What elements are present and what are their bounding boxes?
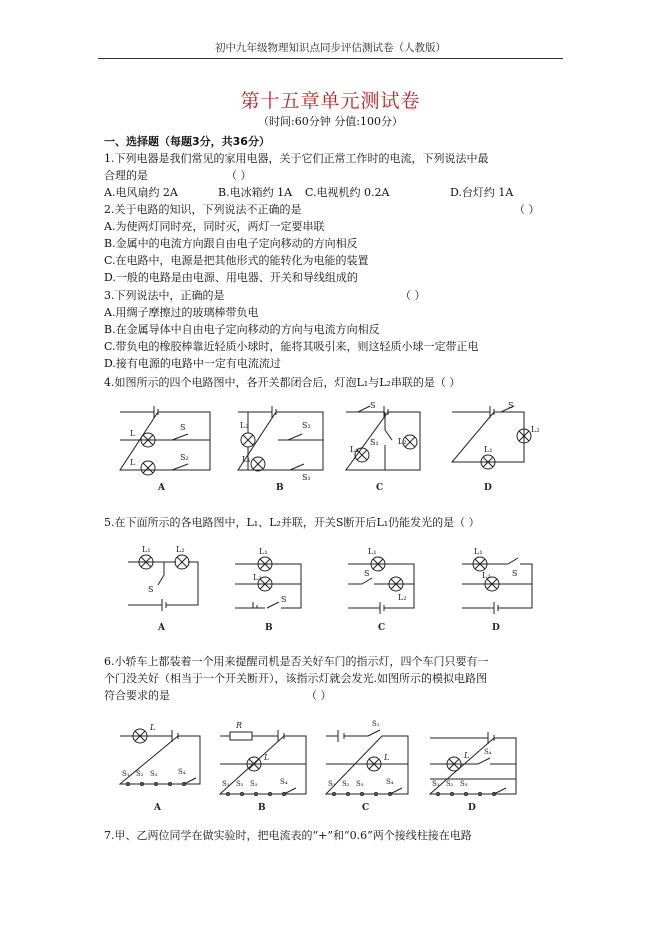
switch-label: S₃: [460, 780, 468, 788]
figure-label-b: B: [265, 623, 273, 633]
q5-figure-c: [338, 540, 428, 635]
q3-option-a: A.用绸子摩擦过的玻璃棒带负电: [104, 306, 259, 319]
page-header: 初中九年级物理知识点同步评估测试卷（人教版）: [215, 42, 446, 54]
lamp-label: L: [150, 723, 156, 732]
lamp-label: L₁: [259, 547, 268, 556]
switch-label: S₂: [302, 421, 311, 430]
switch-label: S₄: [484, 748, 492, 756]
switch-label: S₁: [370, 438, 379, 447]
figure-label-a: A: [154, 803, 161, 813]
switch-label: S₂: [342, 780, 350, 788]
switch-label: S₃: [250, 780, 258, 788]
lamp-label: L₁: [242, 455, 251, 464]
q4-stem: 4.如图所示的四个电路图中，各开关都闭合后，灯泡L₁与L₂串联的是（ ）: [104, 376, 461, 389]
q3-option-d: D.接有电源的电路中一定有电流流过: [104, 357, 281, 370]
q1-stem-line2: 合理的是: [104, 169, 148, 182]
lamp-label: L₁: [484, 445, 493, 454]
lamp-label: L: [130, 429, 136, 438]
lamp-label: L₂: [531, 425, 540, 434]
figure-label-b: B: [258, 803, 266, 813]
q5-figure-b: [225, 540, 315, 635]
q4-figure-c: [340, 400, 445, 495]
q2-option-a: A.为使两灯同时亮，同时灭，两灯一定要串联: [104, 220, 325, 233]
figure-label-d: D: [484, 483, 492, 493]
q6-answer-paren: （ ）: [306, 689, 332, 702]
switch-label: S₄: [386, 778, 394, 786]
header-divider: [98, 58, 563, 59]
switch-label: S₄: [280, 778, 288, 786]
lamp-label: L: [264, 753, 270, 762]
q6-figure-a: [112, 716, 210, 816]
page-subtitle: （时间:60分钟 分值:100分）: [258, 115, 403, 128]
lamp-label: L₁: [368, 547, 377, 556]
lamp-label: L₂: [482, 571, 491, 580]
switch-label: S₁: [432, 780, 440, 788]
q2-stem: 2.关于电路的知识，下列说法不正确的是: [104, 203, 302, 216]
q4-figure-d: [446, 400, 551, 495]
switch-label: S₄: [178, 768, 186, 776]
page-title: 第十五章单元测试卷: [240, 90, 421, 112]
lamp-label: L₁: [474, 547, 483, 556]
q4-figure-b: [228, 400, 333, 495]
figure-label-c: C: [376, 483, 384, 493]
q5-figure-a: [118, 540, 208, 635]
switch-label: S₁: [222, 780, 230, 788]
switch-label: S: [508, 401, 514, 410]
switch-label: S: [148, 585, 154, 594]
lamp-label: L₂: [240, 421, 249, 430]
lamp-label: L: [130, 458, 136, 467]
lamp-label: L₁: [350, 445, 359, 454]
figure-label-d: D: [492, 623, 500, 633]
q6-figure-c: [318, 712, 418, 816]
switch-label: S₁: [302, 473, 311, 482]
q6-stem-line3: 符合要求的是: [104, 689, 170, 702]
resistor-label: R: [236, 721, 243, 730]
q5-stem: 5.在下面所示的各电路图中，L₁、L₂并联，开关S断开后L₁仍能发光的是（ ）: [104, 516, 480, 529]
q2-option-b: B.金属中的电流方向跟自由电子定向移动的方向相反: [104, 237, 358, 250]
lamp-label: L₁: [142, 545, 151, 554]
q2-option-d: D.一般的电路是由电源、用电器、开关和导线组成的: [104, 271, 358, 284]
switch-label: S₂: [236, 780, 244, 788]
lamp-label: L₂: [398, 437, 407, 446]
switch-label: S₁: [372, 720, 380, 728]
q2-option-c: C.在电路中，电源是把其他形式的能转化为电能的装置: [104, 254, 369, 267]
lamp-label: L₂: [176, 545, 185, 554]
switch-label: S₂: [136, 770, 144, 778]
q1-answer-paren: （ ）: [226, 169, 252, 182]
q1-option-d: D.台灯约 1A: [450, 186, 514, 199]
figure-label-a: A: [158, 483, 165, 493]
figure-label-c: C: [362, 803, 370, 813]
switch-label: S₃: [150, 770, 158, 778]
q4-figure-a: [110, 400, 215, 495]
switch-label: S₃: [356, 780, 364, 788]
switch-label: S₂: [446, 780, 454, 788]
q6-stem-line1: 6.小轿车上都装着一个用来提醒司机是否关好车门的指示灯，四个车门只要有一: [104, 655, 489, 668]
lamp-label: L: [464, 751, 470, 760]
switch-label: S₂: [180, 453, 189, 462]
q6-figure-d: [424, 716, 524, 816]
q3-option-c: C.带负电的橡胶棒靠近轻质小球时，能将其吸引来，则这轻质小球一定带正电: [104, 340, 479, 353]
q6-stem-line2: 个门没关好（相当于一个开关断开），该指示灯就会发光.如图所示的模拟电路图: [104, 672, 487, 685]
q6-figure-b: [214, 716, 314, 816]
q5-figure-d: [452, 540, 542, 635]
q7-stem-line1: 7.甲、乙两位同学在做实验时，把电流表的“+”和“0.6”两个接线柱接在电路: [104, 829, 472, 842]
switch-label: S: [512, 569, 518, 578]
q3-stem: 3.下列说法中，正确的是: [104, 289, 225, 302]
q1-option-c: C.电视机约 0.2A: [305, 186, 390, 199]
figure-label-d: D: [468, 803, 476, 813]
lamp-label: L₂: [398, 593, 407, 602]
switch-label: S: [370, 401, 376, 410]
figure-label-c: C: [378, 623, 386, 633]
q1-stem-line1: 1.下列电器是我们常见的家用电器，关于它们正常工作时的电流，下列说法中最: [104, 152, 489, 165]
q1-option-b: B.电冰箱约 1A: [218, 186, 293, 199]
switch-label: S: [364, 569, 370, 578]
switch-label: S₁: [122, 770, 130, 778]
q3-answer-paren: （ ）: [400, 289, 426, 302]
q1-option-a: A.电风扇约 2A: [104, 186, 178, 199]
lamp-label: L₂: [253, 573, 262, 582]
figure-label-b: B: [276, 483, 284, 493]
switch-label: S: [281, 595, 287, 604]
q2-answer-paren: （ ）: [514, 203, 540, 216]
figure-label-a: A: [158, 623, 165, 633]
q3-option-b: B.在金属导体中自由电子定向移动的方向与电流方向相反: [104, 323, 380, 336]
lamp-label: L: [384, 753, 390, 762]
section-heading: 一、选择题（每题3分，共36分）: [104, 135, 270, 148]
switch-label: S: [180, 423, 186, 432]
switch-label: S₁: [328, 780, 336, 788]
